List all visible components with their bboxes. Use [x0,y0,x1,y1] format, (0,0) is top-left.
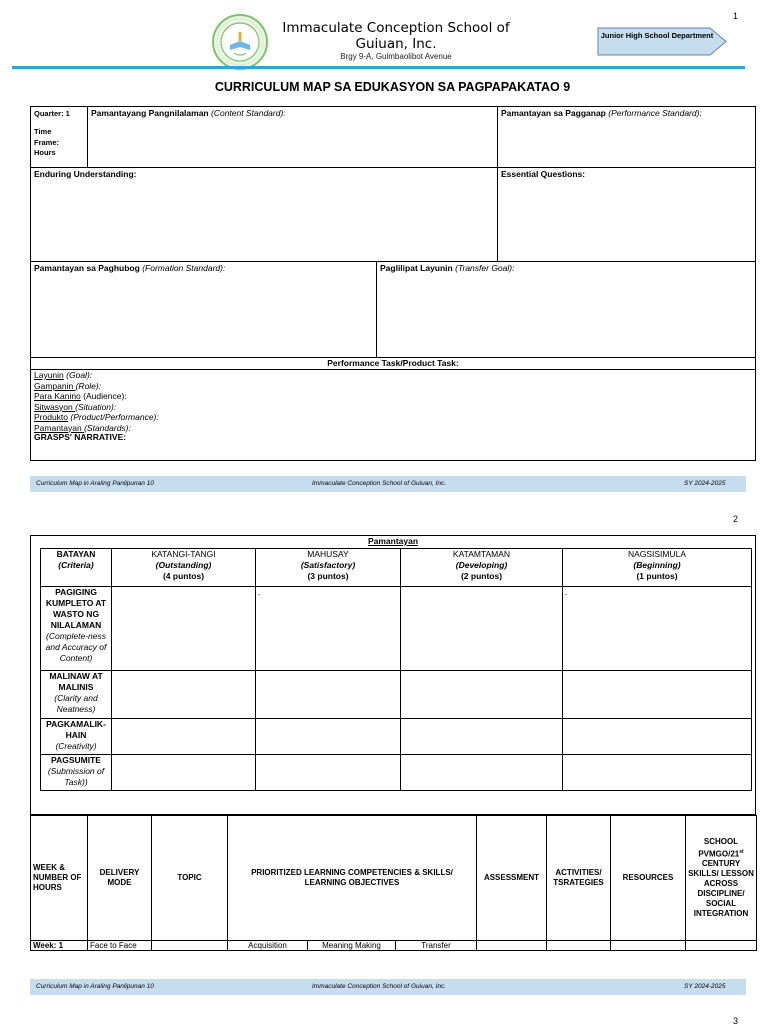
page2-footer: Curriculum Map in Araling Panlipunan 10 Immaculate Conception School of Guiuan, Inc. SY 2024-2025 [30,979,746,995]
integration-cell[interactable] [686,941,757,951]
transfer-cell[interactable]: Transfer [396,941,477,951]
page-number: 1 [733,11,739,21]
pamantayan-title: Pamantayan [367,536,419,546]
school-name: Immaculate Conception School of Guiuan, Inc. [282,20,510,52]
department-label: Junior High School Department [600,31,714,40]
resources-cell[interactable] [611,941,686,951]
grasps-goal: Layunin (Goal): [34,370,93,380]
header-integration: SCHOOL PVMGO/21st CENTURY SKILLS/ LESSON ACROSS DISCIPLINE/ SOCIAL INTEGRATION [686,816,757,941]
activities-cell[interactable] [547,941,611,951]
header-delivery-mode: DELIVERY MODE [88,816,152,941]
grasps-standards: Pamantayan (Standards): [34,422,131,433]
delivery-cell[interactable]: Face to Face [88,941,152,951]
rubric-cell[interactable] [563,671,752,719]
assessment-cell[interactable] [477,941,547,951]
rubric-cell[interactable] [112,719,256,755]
rubric-header-criteria: BATAYAN (Criteria) [41,549,112,587]
document-title: CURRICULUM MAP SA EDUKASYON SA PAGPAPAKATAO 9 [214,80,571,94]
page-number: 3 [733,1016,739,1026]
rubric-row-clarity: MALINAW AT MALINIS (Clarity and Neatness) [41,671,752,719]
school-seal-icon [212,14,268,70]
rubric-row-submission: PAGSUMITE (Submission of Task)) [41,755,752,791]
rubric-header-outstanding: KATANGI-TANGI (Outstanding) (4 puntos) [112,549,256,587]
grasps-narrative: GRASPS' NARRATIVE: [34,432,127,442]
rubric-cell[interactable] [256,719,401,755]
rubric-header-satisfactory: MAHUSAY (Satisfactory) (3 puntos) [256,549,401,587]
rubric-cell[interactable] [112,587,256,671]
grasps-cell[interactable] [30,369,756,461]
transfer-goal-cell[interactable]: Paglilipat Layunin (Transfer Goal): [376,261,756,358]
performance-task-header: Performance Task/Product Task: [30,357,756,370]
rubric-cell[interactable] [401,587,563,671]
week-cell[interactable]: Week: 1 [31,941,88,951]
header-assessment: ASSESSMENT [477,816,547,941]
grasps-product: Produkto (Product/Performance): [34,412,159,422]
time-frame: Time Frame: Hours [34,127,60,157]
rubric-row-creativity: PAGKAMALIK-HAIN (Creativity) [41,719,752,755]
rubric-cell[interactable] [401,671,563,719]
grasps-role: Gampanin (Role): [34,380,102,391]
page-number: 2 [733,514,739,524]
grasps-situation: Sitwasyon (Situation): [34,401,117,412]
performance-standard-cell[interactable]: Pamantayan sa Pagganap (Performance Standard): [497,106,756,168]
header-rule [12,66,745,69]
school-address: Brgy 9-A, Guimbaolibot Avenue [340,52,452,61]
rubric-cell[interactable] [112,755,256,791]
header-topic: TOPIC [152,816,228,941]
lesson-header-row [31,816,757,941]
rubric-header-beginning: NAGSISIMULA (Beginning) (1 puntos) [563,549,752,587]
enduring-understanding-cell[interactable]: Enduring Understanding: [30,167,498,262]
rubric-cell[interactable] [563,719,752,755]
header-week: WEEK & NUMBER OF HOURS [31,816,88,941]
quarter-cell: Quarter: 1 Time Frame: Hours [30,106,88,168]
essential-questions-cell[interactable]: Essential Questions: [497,167,756,262]
rubric-cell[interactable] [256,755,401,791]
grasps-audience: Para Kanino (Audience): [34,391,127,401]
topic-cell[interactable] [152,941,228,951]
rubric-row-completeness: PAGIGING KUMPLETO AT WASTO NG NILALAMAN (Complete-ness and Accuracy of Content) . . [41,587,752,671]
content-standard-cell[interactable]: Pamantayang Pangnilalaman (Content Standard): [87,106,498,168]
header-competencies: PRIORITIZED LEARNING COMPETENCIES & SKILLS/ LEARNING OBJECTIVES [228,816,477,941]
lesson-row-week1 [31,941,757,951]
rubric-cell[interactable] [563,755,752,791]
rubric-cell[interactable] [401,719,563,755]
header-activities: ACTIVITIES/ TSRATEGIES [547,816,611,941]
meaning-making-cell[interactable]: Meaning Making [308,941,396,951]
header-resources: RESOURCES [611,816,686,941]
rubric-header-developing: KATAMTAMAN (Developing) (2 puntos) [401,549,563,587]
rubric-cell[interactable]: . [563,587,752,671]
rubric-header-row [41,549,752,587]
rubric-cell[interactable] [401,755,563,791]
page1-footer: Curriculum Map in Araling Panlipunan 10 Immaculate Conception School of Guiuan, Inc. SY 2024-2025 [30,476,746,492]
grasps-list [34,370,159,442]
formation-standard-cell[interactable]: Pamantayan sa Paghubog (Formation Standard): [30,261,377,358]
lesson-plan-table [30,815,757,951]
rubric-cell[interactable]: . [256,587,401,671]
rubric-table [40,548,752,791]
rubric-cell[interactable] [256,671,401,719]
acquisition-cell[interactable]: Acquisition [228,941,308,951]
rubric-cell[interactable] [112,671,256,719]
